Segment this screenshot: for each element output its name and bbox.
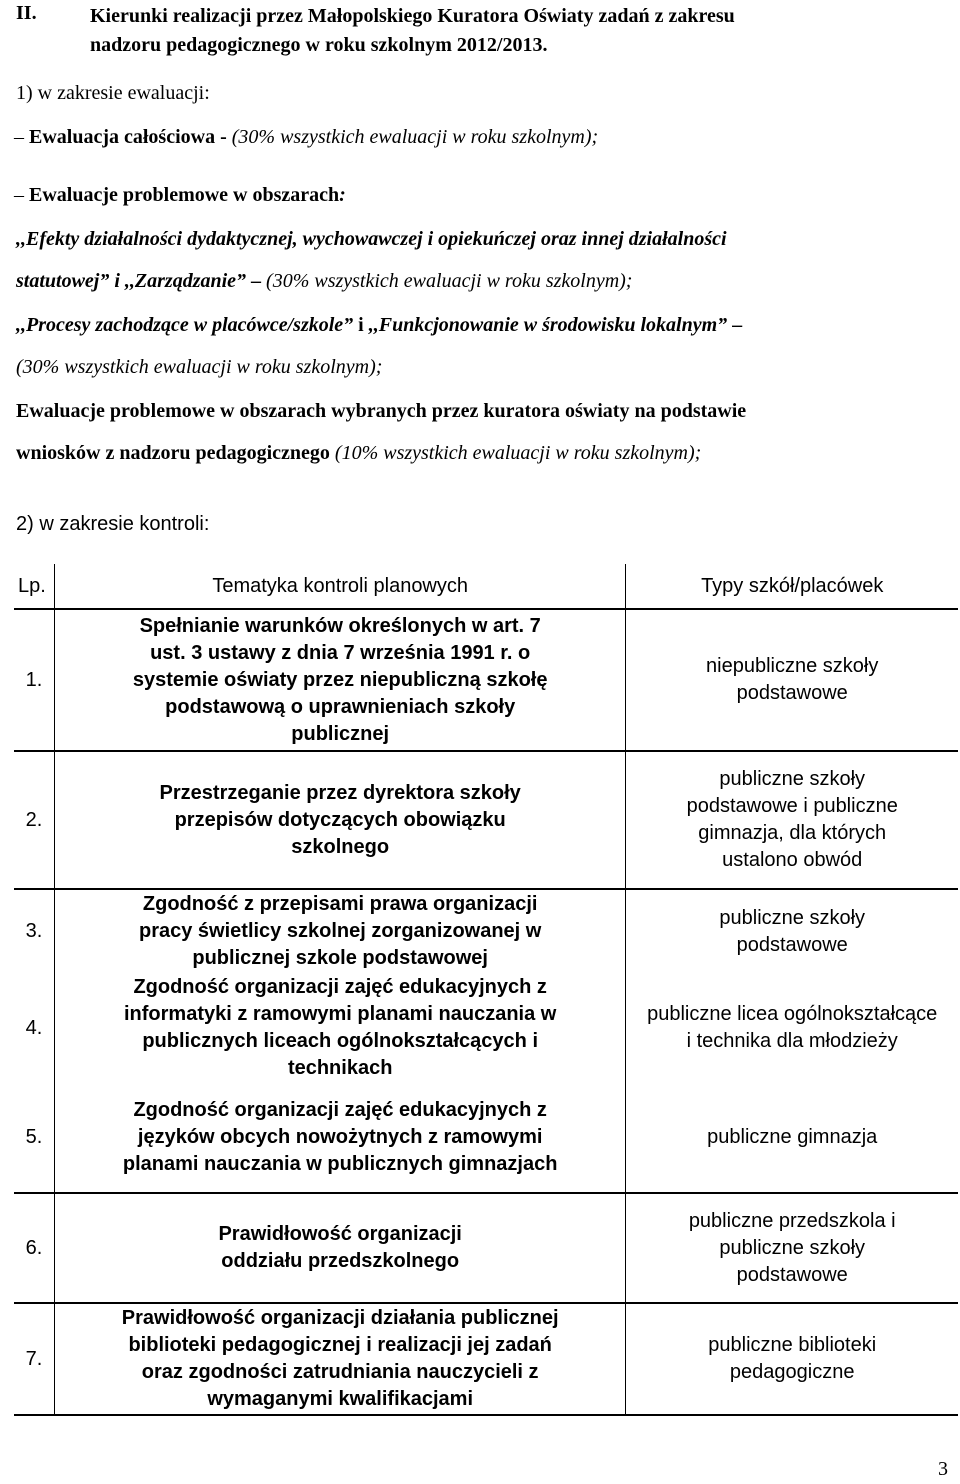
header-type: Typy szkół/placówek [626, 564, 958, 609]
table-row [14, 889, 958, 973]
table-row [14, 1193, 958, 1303]
evaluation-item-2 [14, 184, 346, 207]
table-header-row [14, 564, 958, 609]
row-topic: Zgodność organizacji zajęć edukacyjnych z języków obcych nowożytnych z ramowymi planami nauczania w publicznych gimnazjach [54, 1083, 625, 1193]
row-type: publiczne licea ogólnokształcące i technika dla młodzieży [647, 1003, 938, 1052]
area-2-line-1: ,,Procesy zachodzące w placówce/szkole” i ,,Funkcjonowanie w środowisku lokalnym” – [16, 314, 743, 336]
header-lp: Lp. [14, 564, 54, 609]
row-lp: 4. [14, 973, 54, 1083]
row-lp: 5. [14, 1083, 54, 1193]
row-lp: 1. [14, 609, 54, 751]
list-dash: – [14, 184, 24, 206]
section-title [90, 2, 735, 60]
row-type: publiczne szkoły podstawowe [719, 906, 866, 956]
header-topic: Tematyka kontroli planowych [54, 564, 625, 609]
control-table [14, 564, 958, 1416]
evaluation-item-1-title: Ewaluacja całościowa - [29, 126, 227, 148]
control-intro: 2) w zakresie kontroli: [16, 513, 210, 535]
row-topic: Zgodność organizacji zajęć edukacyjnych z informatyki z ramowymi planami nauczania w publicznych liceach ogólnokształcących i technikach [54, 973, 625, 1083]
row-type: publiczne gimnazja [626, 1083, 958, 1193]
row-topic: Prawidłowość organizacji działania publicznej biblioteki pedagogicznej i realizacji jej zadań oraz zgodności zatrudniania nauczycieli z wymaganymi kwalifikacjami [54, 1303, 625, 1415]
row-type: publiczne przedszkola i publiczne szkoły podstawowe [626, 1193, 958, 1303]
row-topic: Zgodność z przepisami prawa organizacji pracy świetlicy szkolnej zorganizowanej w publicznej szkole podstawowej [54, 889, 625, 973]
row-lp: 6. [14, 1193, 54, 1303]
row-lp: 2. [14, 751, 54, 889]
section-title-line-1: Kierunki realizacji przez Małopolskiego Kuratora Oświaty zadań z zakresu [90, 5, 735, 27]
evaluation-item-2-title: Ewaluacje problemowe w obszarach [29, 184, 340, 206]
row-type: publiczne szkoły podstawowe i publiczne gimnazja, dla których ustalono obwód [626, 751, 958, 889]
evaluation-item-1-share: (30% wszystkich ewaluacji w roku szkolnym); [231, 126, 599, 148]
section-number: II. [16, 2, 37, 24]
area-1-line-1: ,,Efekty działalności dydaktycznej, wychowawczej i opiekuńczej oraz innej działalności [16, 228, 727, 250]
table-row [14, 1083, 958, 1193]
page-number: 3 [938, 1458, 948, 1480]
row-topic: Przestrzeganie przez dyrektora szkoły przepisów dotyczących obowiązku szkolnego [54, 751, 625, 889]
evaluation-item-2-colon: : [339, 184, 346, 206]
area-1-line-2: statutowej” i ,,Zarządzanie” – (30% wszystkich ewaluacji w roku szkolnym); [16, 270, 633, 292]
row-type: niepubliczne szkoły podstawowe [626, 609, 958, 751]
table-row [14, 609, 958, 751]
list-dash: – [14, 126, 24, 148]
table-row [14, 1303, 958, 1415]
row-lp: 7. [14, 1303, 54, 1415]
table-row [14, 751, 958, 889]
evaluation-intro: 1) w zakresie ewaluacji: [16, 82, 210, 104]
row-topic: Spełnianie warunków określonych w art. 7 ust. 3 ustawy z dnia 7 września 1991 r. o systemie oświaty przez niepubliczną szkołę podstawową o uprawnieniach szkoły publicznej [54, 609, 625, 751]
table-row [14, 973, 958, 1083]
row-topic: Prawidłowość organizacji oddziału przedszkolnego [54, 1193, 625, 1303]
row-lp: 3. [14, 889, 54, 973]
evaluation-item-3-line-1: Ewaluacje problemowe w obszarach wybranych przez kuratora oświaty na podstawie [16, 400, 747, 422]
area-2-line-2: (30% wszystkich ewaluacji w roku szkolnym); [16, 356, 383, 378]
evaluation-item-1 [14, 126, 598, 149]
evaluation-item-3-line-2: wniosków z nadzoru pedagogicznego (10% wszystkich ewaluacji w roku szkolnym); [16, 442, 702, 464]
row-type: publiczne biblioteki pedagogiczne [626, 1303, 958, 1415]
section-title-line-2: nadzoru pedagogicznego w roku szkolnym 2012/2013. [90, 34, 548, 56]
